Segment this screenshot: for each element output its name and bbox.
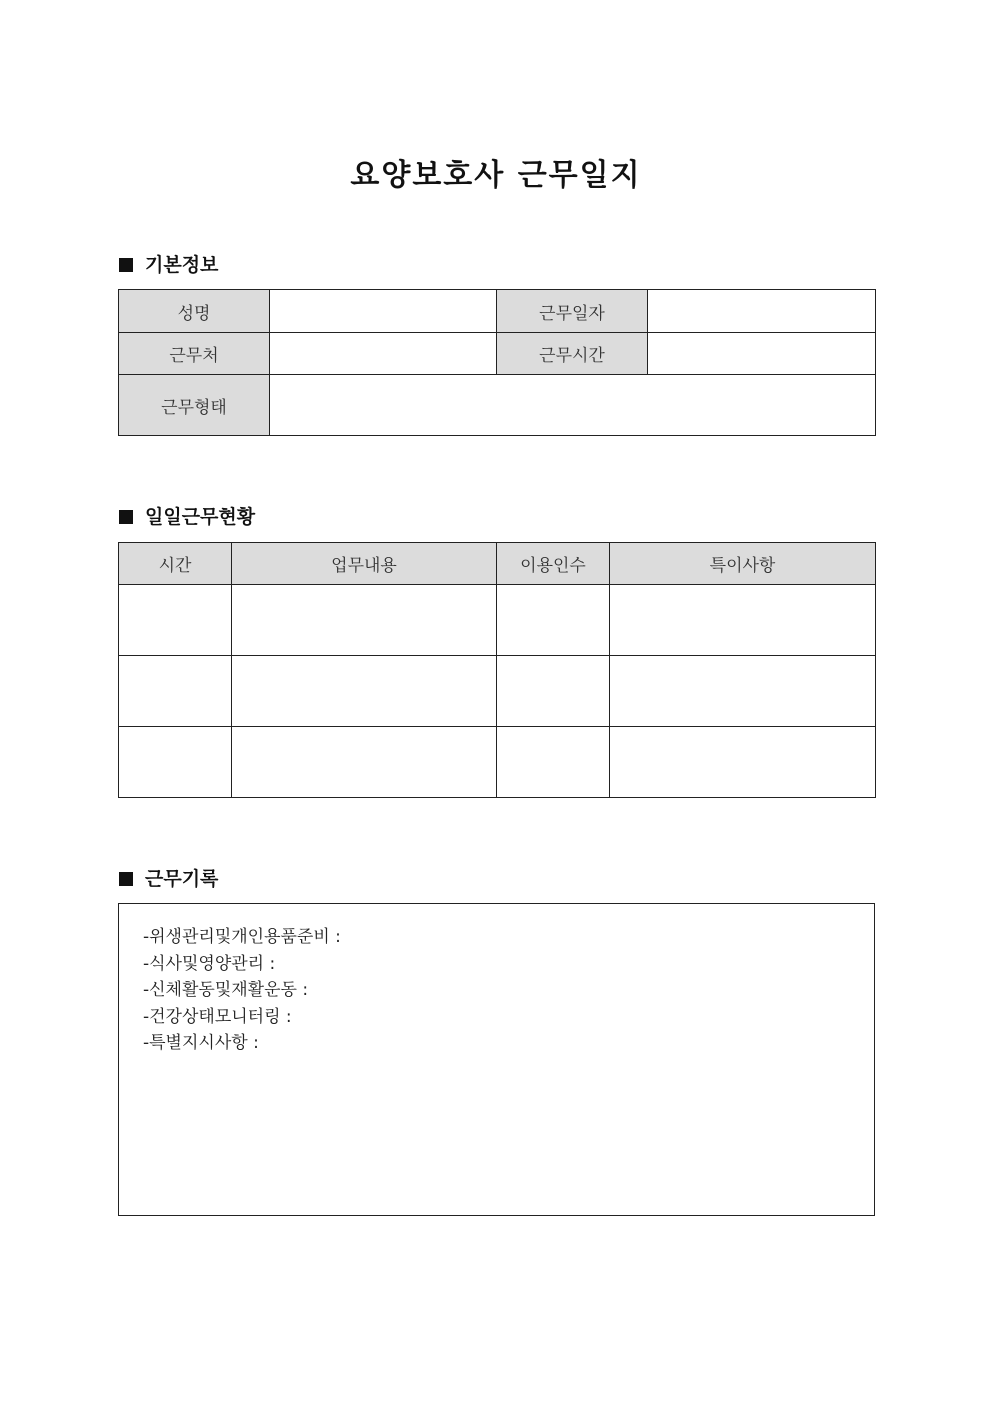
column-header-clients: 이용인수: [497, 543, 610, 585]
work-hours-label: 근무시간: [497, 333, 648, 375]
page-title: 요양보호사 근무일지: [350, 158, 642, 194]
work-date-field[interactable]: [648, 290, 876, 333]
work-type-field[interactable]: [270, 375, 876, 436]
square-bullet-icon: [119, 258, 133, 272]
name-field[interactable]: [270, 290, 497, 333]
time-cell[interactable]: [119, 585, 232, 656]
work-record-heading: [119, 866, 218, 892]
work-hours-field[interactable]: [648, 333, 876, 375]
daily-status-header-row: [119, 543, 876, 585]
work-record-box[interactable]: [118, 903, 875, 1216]
name-label: 성명: [119, 290, 270, 333]
table-row: [119, 727, 876, 798]
work-record-list: [119, 904, 874, 1057]
list-item: -위생관리및개인용품준비 :: [143, 927, 341, 947]
task-cell[interactable]: [232, 727, 497, 798]
work-record-heading-text: 근무기록: [145, 868, 219, 890]
list-item: -건강상태모니터링 :: [143, 1006, 292, 1027]
basic-info-heading: [119, 252, 218, 278]
basic-info-table: [118, 289, 876, 436]
basic-info-row-3: [119, 375, 876, 436]
list-item: -신체활동및재활운동 :: [143, 980, 309, 1000]
workplace-label: 근무처: [119, 333, 270, 375]
daily-status-heading: [119, 504, 255, 530]
notes-cell[interactable]: [610, 727, 876, 798]
work-date-label: 근무일자: [497, 290, 648, 333]
task-cell[interactable]: [232, 656, 497, 727]
basic-info-row-2: [119, 333, 876, 375]
daily-status-heading-text: 일일근무현황: [145, 506, 256, 528]
column-header-task: 업무내용: [232, 543, 497, 585]
task-cell[interactable]: [232, 585, 497, 656]
time-cell[interactable]: [119, 727, 232, 798]
work-type-label: 근무형태: [119, 375, 270, 436]
workplace-field[interactable]: [270, 333, 497, 375]
clients-cell[interactable]: [497, 727, 610, 798]
column-header-time: 시간: [119, 543, 232, 585]
time-cell[interactable]: [119, 656, 232, 727]
list-item: -특별지시사항 :: [143, 1033, 259, 1053]
column-header-notes: 특이사항: [610, 543, 876, 585]
notes-cell[interactable]: [610, 585, 876, 656]
notes-cell[interactable]: [610, 656, 876, 727]
table-row: [119, 585, 876, 656]
list-item: -식사및영양관리 :: [143, 953, 276, 974]
square-bullet-icon: [119, 510, 133, 524]
clients-cell[interactable]: [497, 656, 610, 727]
table-row: [119, 656, 876, 727]
square-bullet-icon: [119, 872, 133, 886]
basic-info-row-1: [119, 290, 876, 333]
daily-status-table: [118, 542, 876, 798]
basic-info-heading-text: 기본정보: [145, 254, 219, 276]
clients-cell[interactable]: [497, 585, 610, 656]
